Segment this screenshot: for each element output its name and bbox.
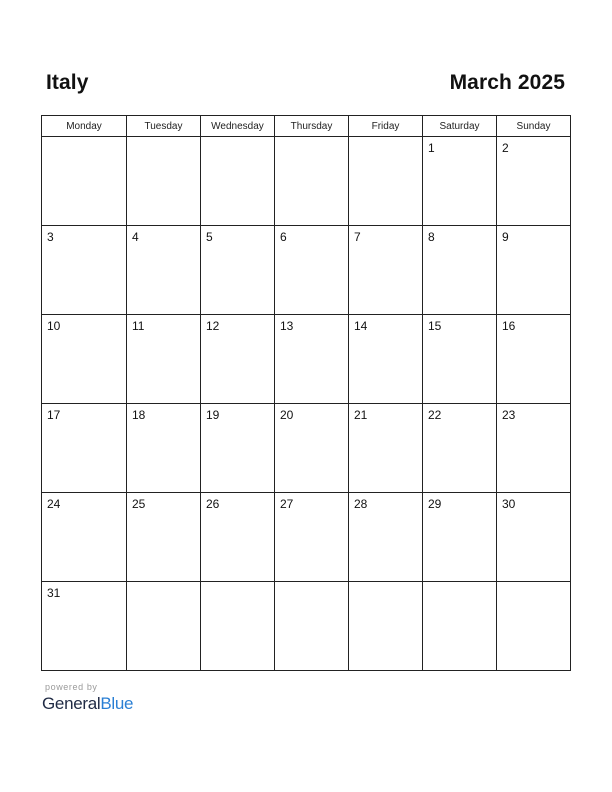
day-number: 18 — [132, 408, 146, 422]
country-title: Italy — [46, 71, 89, 94]
day-cell — [497, 404, 571, 493]
day-number: 10 — [47, 319, 61, 333]
day-cell — [497, 315, 571, 404]
day-number: 17 — [47, 408, 61, 422]
day-cell — [127, 493, 201, 582]
calendar-grid — [41, 115, 571, 671]
day-cell — [497, 137, 571, 226]
day-number: 12 — [206, 319, 220, 333]
day-cell — [127, 226, 201, 315]
day-number: 7 — [354, 230, 361, 244]
day-number: 5 — [206, 230, 213, 244]
day-cell — [349, 493, 423, 582]
day-number: 13 — [280, 319, 294, 333]
weekday-header-wednesday: Wednesday — [201, 116, 275, 137]
brand-blue-text: Blue — [100, 694, 134, 713]
day-cell — [423, 226, 497, 315]
day-number: 31 — [47, 586, 61, 600]
day-cell — [42, 404, 127, 493]
day-cell — [349, 582, 423, 671]
day-cell — [275, 493, 349, 582]
day-cell — [201, 404, 275, 493]
day-number: 29 — [428, 497, 442, 511]
day-cell — [497, 582, 571, 671]
week-row — [42, 493, 571, 582]
weekday-header-saturday: Saturday — [423, 116, 497, 137]
day-number: 27 — [280, 497, 294, 511]
day-number: 28 — [354, 497, 368, 511]
day-cell — [423, 315, 497, 404]
week-row — [42, 137, 571, 226]
day-cell — [42, 137, 127, 226]
day-number — [201, 137, 274, 141]
day-number: 6 — [280, 230, 287, 244]
day-number — [423, 582, 496, 586]
day-number — [275, 137, 348, 141]
week-row — [42, 226, 571, 315]
day-number: 3 — [47, 230, 54, 244]
day-number: 25 — [132, 497, 146, 511]
day-number — [201, 582, 274, 586]
day-cell — [423, 493, 497, 582]
day-number: 2 — [502, 141, 509, 155]
day-cell — [201, 493, 275, 582]
day-cell — [497, 226, 571, 315]
day-number: 30 — [502, 497, 516, 511]
day-cell — [201, 582, 275, 671]
day-cell — [275, 582, 349, 671]
day-cell — [423, 582, 497, 671]
day-cell — [42, 582, 127, 671]
day-number: 26 — [206, 497, 220, 511]
day-cell — [423, 137, 497, 226]
day-number — [349, 582, 422, 586]
day-cell — [42, 493, 127, 582]
day-number: 23 — [502, 408, 516, 422]
day-cell — [127, 404, 201, 493]
day-number — [127, 582, 200, 586]
day-cell — [201, 315, 275, 404]
weekday-header-tuesday: Tuesday — [127, 116, 201, 137]
day-number: 14 — [354, 319, 368, 333]
day-number: 19 — [206, 408, 220, 422]
day-cell — [275, 315, 349, 404]
day-cell — [127, 137, 201, 226]
weekday-header-sunday: Sunday — [497, 116, 571, 137]
day-number: 1 — [428, 141, 435, 155]
day-cell — [275, 404, 349, 493]
day-number: 24 — [47, 497, 61, 511]
day-cell — [42, 315, 127, 404]
weekday-header-friday: Friday — [349, 116, 423, 137]
month-year-title: March 2025 — [449, 71, 565, 94]
day-cell — [349, 315, 423, 404]
day-number: 11 — [132, 319, 145, 333]
day-cell — [349, 404, 423, 493]
day-number — [42, 137, 126, 141]
day-number — [275, 582, 348, 586]
day-number — [349, 137, 422, 141]
day-number: 22 — [428, 408, 442, 422]
week-row — [42, 315, 571, 404]
day-cell — [201, 137, 275, 226]
day-cell — [127, 582, 201, 671]
day-cell — [275, 226, 349, 315]
day-cell — [497, 493, 571, 582]
day-number: 20 — [280, 408, 294, 422]
powered-by-label: powered by — [45, 682, 98, 692]
day-number: 8 — [428, 230, 435, 244]
day-cell — [423, 404, 497, 493]
week-row — [42, 582, 571, 671]
generalblue-logo[interactable] — [42, 694, 133, 714]
day-cell — [42, 226, 127, 315]
day-number: 9 — [502, 230, 509, 244]
day-cell — [349, 226, 423, 315]
day-number — [497, 582, 570, 586]
day-number — [127, 137, 200, 141]
day-number: 4 — [132, 230, 139, 244]
day-number: 15 — [428, 319, 442, 333]
week-row — [42, 404, 571, 493]
day-cell — [201, 226, 275, 315]
weekday-header-thursday: Thursday — [275, 116, 349, 137]
day-number: 16 — [502, 319, 516, 333]
weekday-header-row — [42, 116, 571, 137]
day-cell — [127, 315, 201, 404]
day-number: 21 — [354, 408, 368, 422]
day-cell — [275, 137, 349, 226]
brand-general-text: General — [42, 694, 101, 713]
day-cell — [349, 137, 423, 226]
weekday-header-monday: Monday — [42, 116, 127, 137]
